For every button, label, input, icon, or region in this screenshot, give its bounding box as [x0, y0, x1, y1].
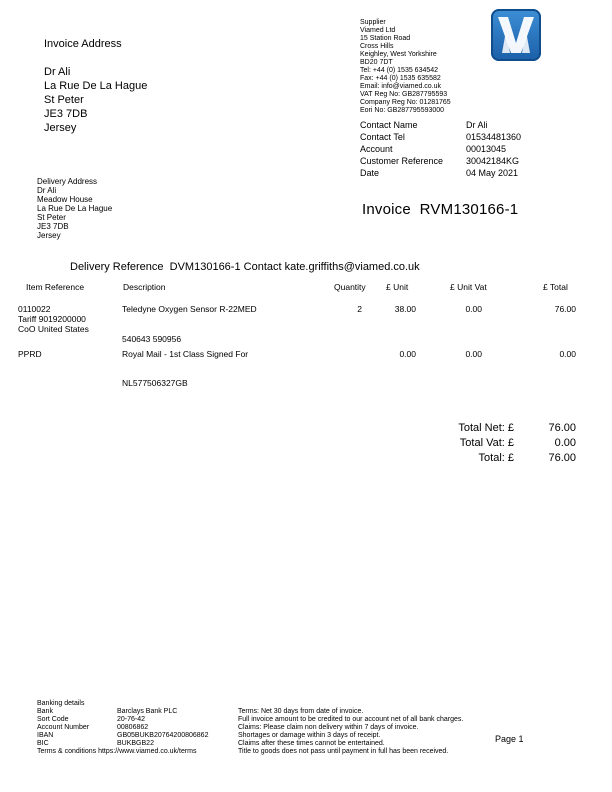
total-label: Total: £: [478, 452, 514, 464]
bank-label: Bank: [37, 708, 53, 715]
page-number: Page 1: [495, 734, 524, 744]
invoice-address-heading: Invoice Address: [44, 38, 122, 50]
header-unit-vat: £ Unit Vat: [450, 282, 487, 292]
item-reference-line: 0110022: [18, 304, 51, 314]
item-unit: 38.00: [394, 304, 416, 314]
terms-line: Full invoice amount to be credited to our account net of all bank charges.: [238, 716, 464, 723]
item-extra: NL577506327GB: [122, 378, 188, 388]
invoice-address-line: La Rue De La Hague: [44, 80, 148, 92]
delivery-reference: Delivery Reference DVM130166-1 Contact kate.griffiths@viamed.co.uk: [70, 261, 420, 273]
terms-line: Claims after these times cannot be entertained.: [238, 740, 385, 747]
supplier-line: VAT Reg No: GB287795593: [360, 91, 448, 98]
supplier-line: Tel: +44 (0) 1535 634542: [360, 67, 439, 74]
invoice-address-line: Jersey: [44, 122, 77, 134]
delivery-address-line: La Rue De La Hague: [37, 204, 113, 213]
total-vat-value: 0.00: [554, 437, 576, 449]
item-total: 76.00: [554, 304, 576, 314]
contact-label: Date: [360, 168, 380, 178]
invoice-title: Invoice RVM130166-1: [362, 201, 519, 218]
item-reference-line: CoO United States: [18, 324, 89, 334]
header-item-reference: Item Reference: [26, 282, 85, 292]
invoice-address: [44, 37, 147, 135]
header-description: Description: [123, 282, 166, 292]
bank-value: GB05BUKB20764200806862: [117, 732, 209, 739]
banking-heading: Banking details: [37, 700, 85, 707]
contact-value: Dr Ali: [466, 120, 488, 130]
contact-value: 30042184KG: [466, 156, 520, 166]
bank-value: BUKBGB22: [117, 740, 154, 747]
item-extra: 540643 590956: [122, 334, 182, 344]
item-description: Royal Mail - 1st Class Signed For: [122, 349, 249, 359]
supplier-line: Eori No: GB287795593000: [360, 107, 445, 114]
item-unit-vat: 0.00: [465, 349, 482, 359]
total-net-label: Total Net: £: [458, 422, 514, 434]
delivery-address-line: Delivery Address: [37, 177, 98, 186]
bank-label: Account Number: [37, 724, 90, 731]
bank-label: BIC: [37, 740, 49, 747]
contact-label: Customer Reference: [360, 156, 444, 166]
item-unit-vat: 0.00: [465, 304, 482, 314]
contact-value: 00013045: [466, 144, 507, 154]
bank-label: IBAN: [37, 732, 54, 739]
delivery-address: [37, 177, 112, 240]
item-total: 0.00: [559, 349, 576, 359]
invoice-address-line: JE3 7DB: [44, 108, 88, 120]
terms-line: Terms: Net 30 days from date of invoice.: [238, 708, 364, 715]
invoice-address-line: Dr Ali: [44, 66, 71, 78]
terms-line: Claims: Please claim non delivery within 7 days of invoice.: [238, 724, 419, 731]
item-unit: 0.00: [399, 349, 416, 359]
terms-block: [238, 708, 463, 756]
total-vat-label: Total Vat: £: [459, 437, 514, 449]
delivery-address-line: Meadow House: [37, 195, 93, 204]
header-total: £ Total: [543, 282, 568, 292]
terms-link[interactable]: Terms & conditions https://www.viamed.co.uk/terms: [37, 748, 197, 755]
header-unit: £ Unit: [386, 282, 409, 292]
totals-block: [430, 421, 576, 466]
supplier-line: BD20 7DT: [360, 59, 393, 66]
delivery-address-line: Jersey: [37, 231, 61, 240]
item-reference-line: Tariff 9019200000: [18, 314, 86, 324]
item-description: Teledyne Oxygen Sensor R-22MED: [122, 304, 257, 314]
contact-value: 01534481360: [466, 132, 522, 142]
bank-value: Barclays Bank PLC: [117, 708, 178, 715]
header-quantity: Quantity: [334, 282, 366, 292]
terms-line: Shortages or damage within 3 days of receipt.: [238, 732, 381, 739]
invoice-address-line: St Peter: [44, 94, 84, 106]
supplier-line: 15 Station Road: [360, 35, 411, 42]
contact-label: Contact Name: [360, 120, 418, 130]
delivery-address-line: JE3 7DB: [37, 222, 69, 231]
viamed-logo-icon: [491, 9, 541, 61]
delivery-address-line: Dr Ali: [37, 186, 57, 195]
item-reference: [18, 304, 89, 334]
contact-label: Account: [360, 144, 393, 154]
bank-value: 20-76-42: [117, 716, 146, 723]
delivery-address-line: St Peter: [37, 213, 66, 222]
supplier-line: Viamed Ltd: [360, 27, 396, 34]
supplier-block: [360, 19, 451, 115]
contact-value: 04 May 2021: [466, 168, 519, 178]
banking-details: [37, 700, 208, 756]
supplier-line: Company Reg No: 01281765: [360, 99, 451, 106]
supplier-line: Cross Hills: [360, 43, 394, 50]
contact-label: Contact Tel: [360, 132, 405, 142]
item-reference: [18, 349, 42, 359]
total-value: 76.00: [548, 452, 576, 464]
bank-value: 00806862: [117, 724, 149, 731]
bank-label: Sort Code: [37, 716, 69, 723]
total-net-value: 76.00: [548, 422, 576, 434]
item-reference-line: PPRD: [18, 349, 42, 359]
supplier-line: Email: info@viamed.co.uk: [360, 83, 442, 90]
supplier-line: Fax: +44 (0) 1535 635582: [360, 75, 441, 82]
terms-line: Title to goods does not pass until payment in full has been received.: [238, 748, 449, 755]
item-quantity: 2: [357, 304, 362, 314]
contact-block: [360, 119, 521, 179]
supplier-line: Keighley, West Yorkshire: [360, 51, 437, 58]
supplier-line: Supplier: [360, 19, 386, 26]
